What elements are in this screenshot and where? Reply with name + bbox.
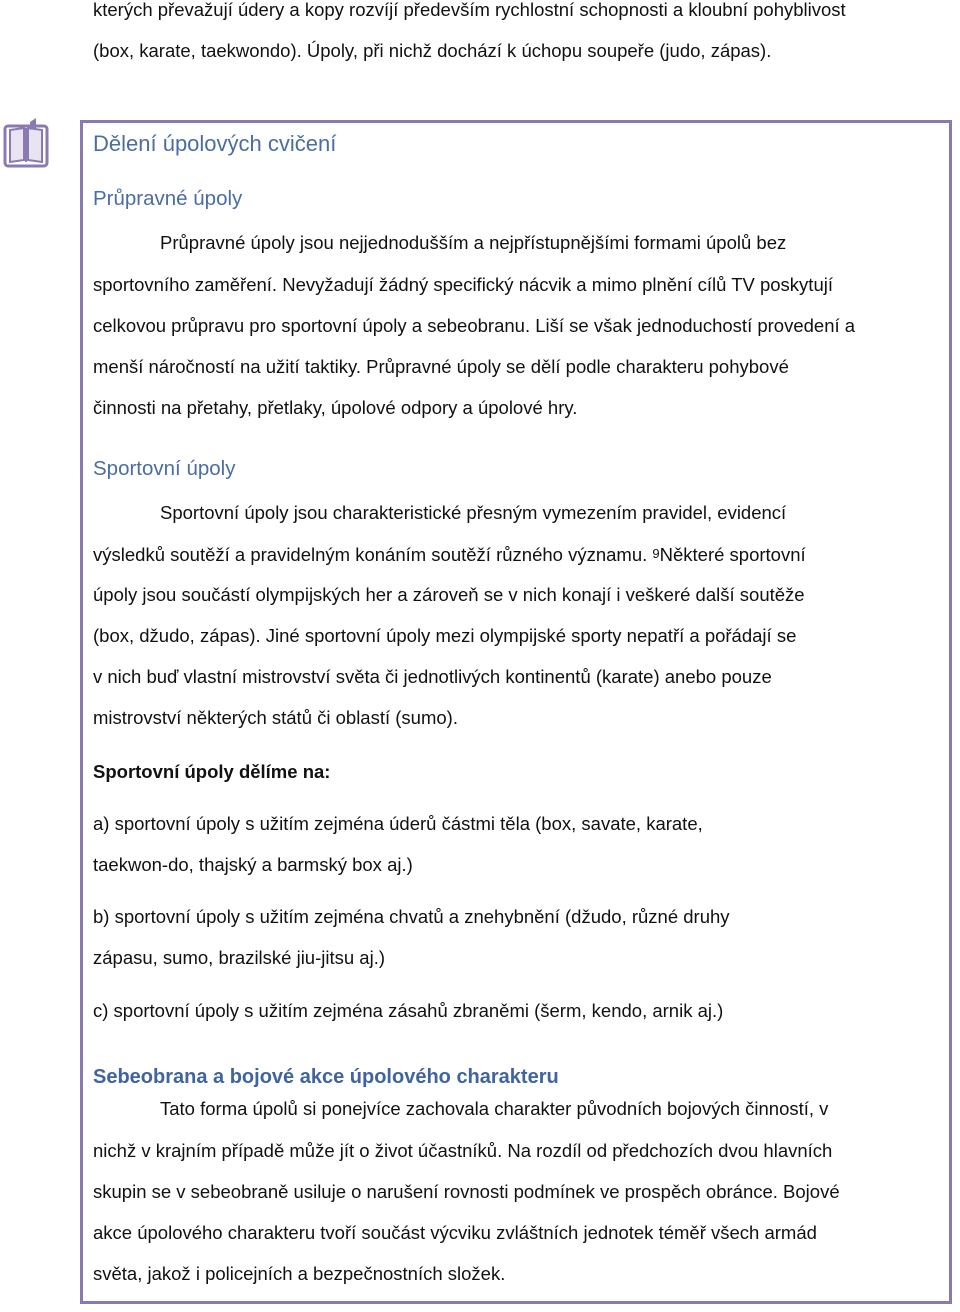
list-item-c-1: c) sportovní úpoly s užitím zejména zásahů zbraněmi (šerm, kendo, arnik aj.) [93,1000,724,1021]
s1-line-5: činnosti na přetahy, přetlaky, úpolové odpory a úpolové hry. [93,397,578,418]
list-item-a-2: taekwon-do, thajský a barmský box aj.) [93,854,413,875]
s4-line-3: skupin se v sebeobraně usiluje o narušení rovnosti podmínek ve prospěch obránce. Bojové [93,1181,840,1202]
s2-line-5: v nich buď vlastní mistrovství světa či jednotlivých kontinentů (karate) anebo pouze [93,666,772,687]
footnote-marker[interactable]: 9 [652,546,660,561]
s2-line-2 [93,542,806,567]
s2-line-2a: výsledků soutěží a pravidelným konáním soutěží různého významu. [93,544,648,565]
s2-line-1: Sportovní úpoly jsou charakteristické přesným vymezením pravidel, evidencí [160,502,787,523]
intro-line-1: kterých převažují údery a kopy rozvíjí především rychlostní schopnosti a kloubní pohyblivost [93,0,846,20]
s1-line-3: celkovou průpravu pro sportovní úpoly a sebeobranu. Liší se však jednoduchostí provedení a [93,315,856,336]
heading-delime-na: Sportovní úpoly dělíme na: [93,761,331,782]
s1-line-2: sportovního zaměření. Nevyžadují žádný specifický nácvik a mimo plnění cílů TV poskytují [93,274,833,295]
list-item-a-1: a) sportovní úpoly s užitím zejména úderů částmi těla (box, savate, karate, [93,813,703,834]
section-title: Dělení úpolových cvičení [93,131,337,156]
s2-line-2b: Některé sportovní [659,544,806,565]
list-item-b-2: zápasu, sumo, brazilské jiu-jitsu aj.) [93,947,385,968]
book-icon [2,116,50,172]
s1-line-4: menší náročností na užití taktiky. Průpravné úpoly se dělí podle charakteru pohybové [93,356,789,377]
s4-line-2: nichž v krajním případě může jít o život účastníků. Na rozdíl od předchozích dvou hlavních [93,1140,833,1161]
s4-line-4: akce úpolového charakteru tvoří součást výcviku zvláštních jednotek téměř všech armád [93,1222,817,1243]
s1-line-1: Průpravné úpoly jsou nejjednodušším a nejpřístupnějšími formami úpolů bez [160,232,787,253]
s2-line-6: mistrovství některých států či oblastí (sumo). [93,707,458,728]
s4-line-5: světa, jakož i policejních a bezpečnostních složek. [93,1263,506,1284]
s2-line-4: (box, džudo, zápas). Jiné sportovní úpoly mezi olympijské sporty nepatří a pořádají se [93,625,797,646]
intro-line-2: (box, karate, taekwondo). Úpoly, při nichž dochází k úchopu soupeře (judo, zápas). [93,40,772,61]
heading-prupravne-upoly: Průpravné úpoly [93,187,243,210]
s4-line-1: Tato forma úpolů si ponejvíce zachovala charakter původních bojových činností, v [160,1098,829,1119]
s2-line-3: úpoly jsou součástí olympijských her a zároveň se v nich konají i veškeré další soutěže [93,584,805,605]
heading-sportovni-upoly: Sportovní úpoly [93,457,236,480]
heading-sebeobrana: Sebeobrana a bojové akce úpolového charakteru [93,1066,559,1088]
list-item-b-1: b) sportovní úpoly s užitím zejména chvatů a znehybnění (džudo, různé druhy [93,906,730,927]
